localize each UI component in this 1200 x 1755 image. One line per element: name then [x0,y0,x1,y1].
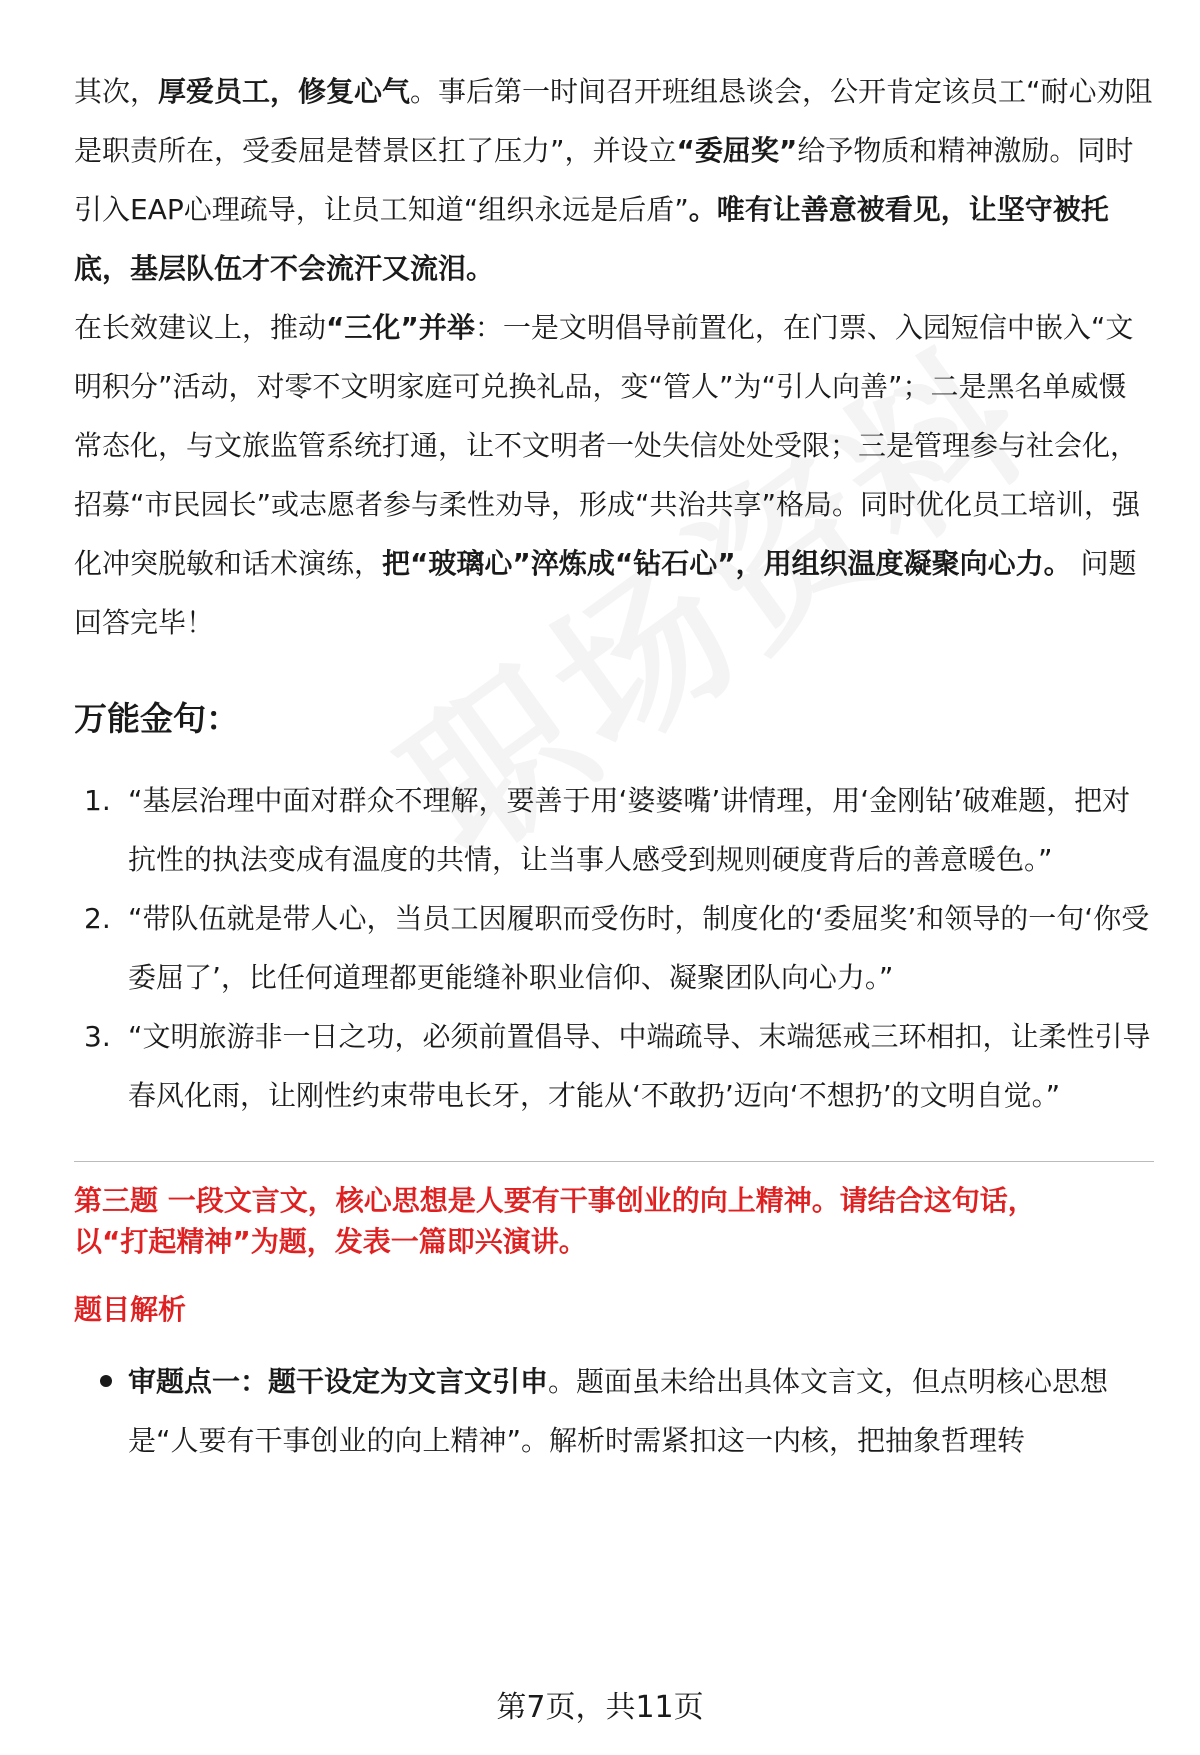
list-number: 1. [84,784,111,817]
list-number: 2. [84,902,111,935]
question-line: 第三题 一段文言文，核心思想是人要有干事创业的向上精神。请结合这句话， [74,1184,1036,1217]
paragraph-long-term [74,298,1154,652]
divider [74,1161,1154,1162]
bold-phrase: “委屈奖” [676,134,798,167]
quote-text: “基层治理中面对群众不理解，要善于用‘婆婆嘴’讲情理，用‘金刚钻’破难题，把对抗性的执法变成有温度的共情，让当事人感受到规则硬度背后的善意暖色。” [128,784,1131,876]
analysis-points [74,1352,1154,1470]
list-item [74,1352,1154,1470]
list-number: 3. [84,1020,111,1053]
bullet-icon [100,1375,112,1387]
document-page [74,62,1154,1470]
list-item [74,889,1154,1007]
section-title: 万能金句： [74,699,239,738]
text-segment: 给予物质和精神激励。同时引入EAP心理疏导，让员工知道“组织永远是后盾” [74,134,1134,226]
quote-list [74,771,1154,1125]
text-segment: 在长效建议上，推动 [74,311,327,344]
text-segment: 问题回答完毕！ [74,547,1137,639]
quote-text: “带队伍就是带人心，当员工因履职而受伤时，制度化的‘委屈奖’和领导的一句‘你受委屈了’，比任何道理都更能缝补职业信仰、凝聚团队向心力。” [128,902,1150,994]
paragraph-care-staff [74,62,1154,298]
point-text: 。题面虽未给出具体文言文，但点明核心思想是“人要有干事创业的向上精神”。解析时需紧扣这一内核，把抽象哲理转 [128,1365,1109,1457]
question-prompt [74,1180,1154,1262]
quote-text: “文明旅游非一日之功，必须前置倡导、中端疏导、末端惩戒三环相扣，让柔性引导春风化雨，让刚性约束带电长牙，才能从‘不敢扔’迈向‘不想扔’的文明自觉。” [128,1020,1151,1112]
list-item [74,1007,1154,1125]
list-item [74,771,1154,889]
bold-phrase: 把“玻璃心”淬炼成“钻石心”，用组织温度凝聚向心力。 [382,547,1072,580]
text-segment: ：一是文明倡导前置化，在门票、入园短信中嵌入“文明积分”活动，对零不文明家庭可兑换礼品，变“管人”为“引人向善”；二是黑名单威慑常态化，与文旅监管系统打通，让不文明者一处失信处处受限；三是管理参与社会化，招募“市民园长”或志愿者参与柔性劝导，形成“共治共享”格局。同时优化员工培训，强化冲突脱敏和话术演练， [74,311,1141,580]
text-segment: 。事后第一时间召开班组恳谈会，公开肯定该员工“耐心劝阻是职责所在，受委屈是替景区扛了压力”，并设立 [74,75,1153,167]
analysis-heading: 题目解析 [74,1293,187,1326]
bold-phrase: “三化”并举 [326,311,475,344]
bold-phrase: 厚爱员工，修复心气 [158,75,411,108]
bold-phrase: 。唯有让善意被看见，让坚守被托底，基层队伍才不会流汗又流泪。 [74,193,1109,285]
point-label: 审题点一：题干设定为文言文引申 [128,1365,549,1398]
page-number: 第7页，共11页 [496,1690,704,1725]
text-segment: 其次， [74,75,159,108]
question-line: 以“打起精神”为题，发表一篇即兴演讲。 [74,1225,587,1258]
